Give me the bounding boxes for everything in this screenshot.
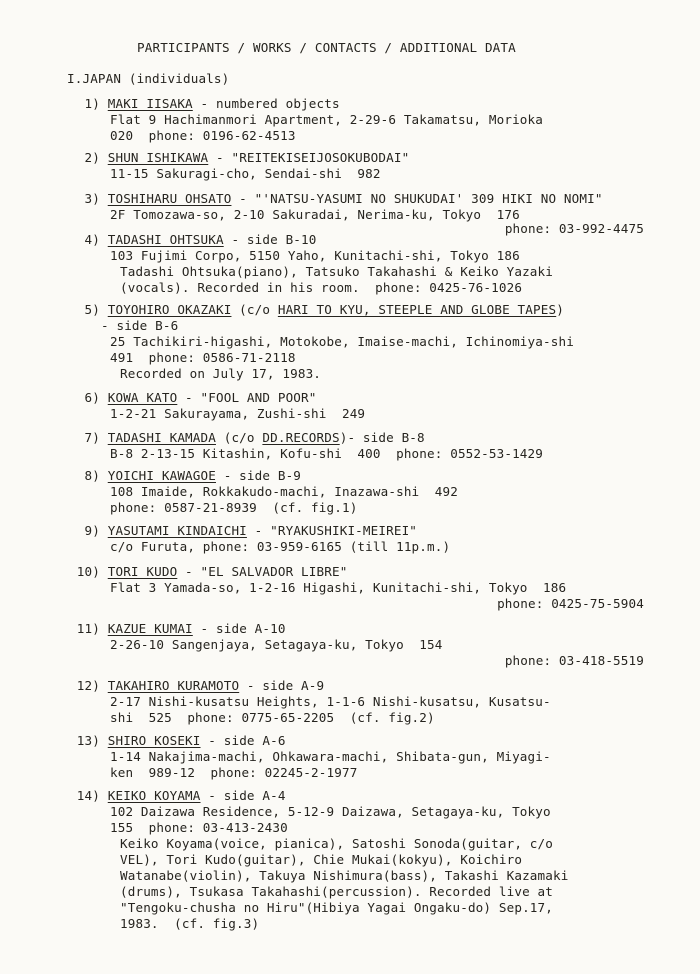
- work-title: - "EL SALVADOR LIBRE": [177, 564, 348, 579]
- participant-name: TORI KUDO: [107, 564, 178, 579]
- address-line: 1-14 Nakajima-machi, Ohkawara-machi, Shibata-gun, Miyagi-: [110, 749, 551, 764]
- work-title: - "REITEKISEIJOSOKUBODAI": [208, 150, 410, 165]
- participant-name: TOSHIHARU OHSATO: [107, 191, 232, 206]
- address-line: 020 phone: 0196-62-4513: [110, 128, 296, 143]
- address-line: 103 Fujimi Corpo, 5150 Yaho, Kunitachi-shi, Tokyo 186: [110, 248, 520, 263]
- list-item: [66, 787, 666, 932]
- phone-line: phone: 0587-21-8939 (cf. fig.1): [110, 500, 358, 515]
- participant-name: SHIRO KOSEKI: [107, 733, 201, 748]
- address-line: 2-26-10 Sangenjaya, Setagaya-ku, Tokyo 154: [110, 637, 443, 652]
- name-connector: ): [556, 302, 564, 317]
- item-number: 10): [76, 564, 100, 579]
- work-title: )- side B-8: [339, 430, 425, 445]
- item-number: 6): [84, 390, 100, 405]
- item-number: 9): [84, 523, 100, 538]
- item-number: 13): [76, 733, 100, 748]
- participant-name: TADASHI KAMADA: [107, 430, 216, 445]
- work-title: - side A-6: [200, 733, 286, 748]
- address-line: 491 phone: 0586-71-2118: [110, 350, 296, 365]
- item-number: 8): [84, 468, 100, 483]
- address-line: 2-17 Nishi-kusatsu Heights, 1-1-6 Nishi-kusatsu, Kusatsu-: [110, 694, 551, 709]
- participant-name: TAKAHIRO KURAMOTO: [107, 678, 240, 693]
- participant-name: TADASHI OHTSUKA: [107, 232, 224, 247]
- item-number: 7): [84, 430, 100, 445]
- item-number: 11): [76, 621, 100, 636]
- work-title: - side B-6: [101, 318, 179, 333]
- work-title: - "'NATSU-YASUMI NO SHUKUDAI' 309 HIKI NO NOMI": [231, 191, 603, 206]
- phone-line: phone: 03-992-4475: [504, 221, 644, 236]
- list-item: [66, 389, 666, 422]
- item-number: 5): [84, 302, 100, 317]
- phone-line: phone: 03-418-5519: [504, 653, 644, 668]
- participant-name: KEIKO KOYAMA: [107, 788, 201, 803]
- item-number: 12): [76, 678, 100, 693]
- note-line: Recorded on July 17, 1983.: [120, 366, 322, 381]
- note-line: Keiko Koyama(voice, pianica), Satoshi Sonoda(guitar, c/o: [120, 836, 553, 851]
- work-title: - "FOOL AND POOR": [177, 390, 317, 405]
- list-item: [66, 467, 666, 516]
- address-line: c/o Furuta, phone: 03-959-6165 (till 11p.m.): [110, 539, 451, 554]
- list-item: [66, 429, 666, 462]
- address-line: Flat 3 Yamada-so, 1-2-16 Higashi, Kunitachi-shi, Tokyo 186: [110, 580, 567, 595]
- address-line: shi 525 phone: 0775-65-2205 (cf. fig.2): [110, 710, 435, 725]
- work-title: - side A-10: [192, 621, 286, 636]
- participant-name: YOICHI KAWAGOE: [107, 468, 216, 483]
- item-number: 1): [84, 96, 100, 111]
- address-line: 1-2-21 Sakurayama, Zushi-shi 249: [110, 406, 366, 421]
- item-number: 14): [76, 788, 100, 803]
- note-line: Tadashi Ohtsuka(piano), Tatsuko Takahashi & Keiko Yazaki: [120, 264, 553, 279]
- list-item: [66, 301, 666, 382]
- note-line: VEL), Tori Kudo(guitar), Chie Mukai(kokyu), Koichiro: [120, 852, 523, 867]
- address-line: Flat 9 Hachimanmori Apartment, 2-29-6 Takamatsu, Morioka: [110, 112, 543, 127]
- list-item: [66, 190, 666, 237]
- list-item: [66, 95, 666, 144]
- list-item: [66, 231, 666, 296]
- address-line: 11-15 Sakuragi-cho, Sendai-shi 982: [110, 166, 381, 181]
- participant-name: SHUN ISHIKAWA: [107, 150, 209, 165]
- list-item: [66, 677, 666, 726]
- address-line: 102 Daizawa Residence, 5-12-9 Daizawa, Setagaya-ku, Tokyo: [110, 804, 551, 819]
- list-item: [66, 620, 666, 669]
- address-line: 108 Imaide, Rokkakudo-machi, Inazawa-shi 492: [110, 484, 458, 499]
- list-item: [66, 522, 666, 555]
- item-number: 2): [84, 150, 100, 165]
- participant-name: KAZUE KUMAI: [107, 621, 193, 636]
- note-line: Watanabe(violin), Takuya Nishimura(bass), Takashi Kazamaki: [120, 868, 569, 883]
- page-title: PARTICIPANTS / WORKS / CONTACTS / ADDITIONAL DATA: [137, 40, 516, 55]
- work-title: - numbered objects: [192, 96, 340, 111]
- list-item: [66, 563, 666, 612]
- participant-name: MAKI IISAKA: [107, 96, 193, 111]
- address-line: B-8 2-13-15 Kitashin, Kofu-shi 400 phone: 0552-53-1429: [110, 446, 543, 461]
- name-connector: (c/o: [215, 430, 263, 445]
- section-heading: I.JAPAN (individuals): [67, 71, 230, 86]
- address-line: ken 989-12 phone: 02245-2-1977: [110, 765, 358, 780]
- label-name: HARI TO KYU, STEEPLE AND GLOBE TAPES: [277, 302, 557, 317]
- name-connector: (c/o: [231, 302, 278, 317]
- participant-name: TOYOHIRO OKAZAKI: [107, 302, 232, 317]
- note-line: (vocals). Recorded in his room. phone: 0425-76-1026: [120, 280, 523, 295]
- participant-name: YASUTAMI KINDAICHI: [107, 523, 247, 538]
- list-item: [66, 732, 666, 781]
- phone-line: phone: 0425-75-5904: [497, 596, 644, 611]
- participant-name: KOWA KATO: [107, 390, 178, 405]
- work-title: - side A-9: [239, 678, 325, 693]
- note-line: 1983. (cf. fig.3): [120, 916, 260, 931]
- work-title: - side B-10: [223, 232, 317, 247]
- label-name: DD.RECORDS: [262, 430, 340, 445]
- address-line: 155 phone: 03-413-2430: [110, 820, 288, 835]
- item-number: 3): [84, 191, 100, 206]
- address-line: 2F Tomozawa-so, 2-10 Sakuradai, Nerima-ku, Tokyo 176: [110, 207, 520, 222]
- note-line: (drums), Tsukasa Takahashi(percussion). Recorded live at: [120, 884, 553, 899]
- address-line: 25 Tachikiri-higashi, Motokobe, Imaise-machi, Ichinomiya-shi: [110, 334, 574, 349]
- note-line: "Tengoku-chusha no Hiru"(Hibiya Yagai Ongaku-do) Sep.17,: [120, 900, 553, 915]
- work-title: - side A-4: [200, 788, 286, 803]
- work-title: - "RYAKUSHIKI-MEIREI": [246, 523, 418, 538]
- list-item: [66, 149, 666, 182]
- item-number: 4): [84, 232, 100, 247]
- work-title: - side B-9: [215, 468, 302, 483]
